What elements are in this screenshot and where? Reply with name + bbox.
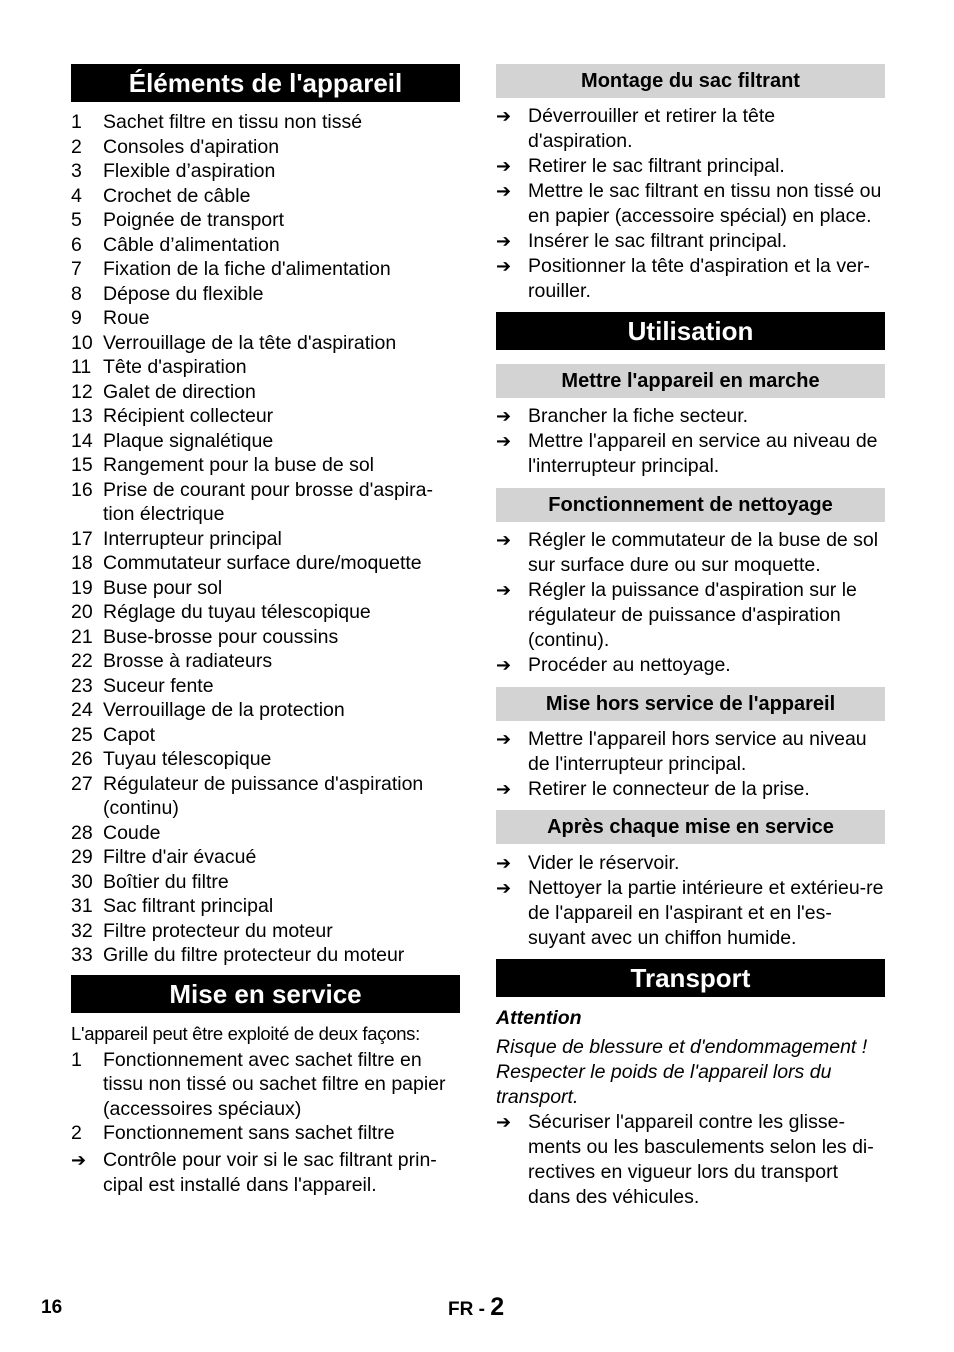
list-item <box>71 943 460 968</box>
bullet-text: Retirer le connecteur de la prise. <box>528 778 810 800</box>
list-item <box>71 772 460 821</box>
list-item <box>71 110 460 135</box>
bullet-text: Régler la puissance d'aspiration sur le régulateur de puissance d'aspiration (continu). <box>528 579 857 651</box>
list-item-number: 28 <box>71 821 93 844</box>
list-item-number: 15 <box>71 454 93 476</box>
list-item-text: Fonctionnement sans sachet filtre <box>103 1122 395 1144</box>
bullet-text: Mettre l'appareil hors service au niveau de l'interrupteur principal. <box>528 728 867 775</box>
list-item <box>71 159 460 184</box>
arrow-right-icon: ➔ <box>496 580 512 600</box>
arrow-right-icon: ➔ <box>496 231 512 251</box>
list-item-number: 29 <box>71 846 93 868</box>
bullet-text: Régler le commutateur de la buse de sol sur surface dure ou sur moquette. <box>528 529 879 576</box>
list-item-number: 7 <box>71 258 82 280</box>
list-item-text: Poignée de transport <box>103 209 285 231</box>
arrow-right-icon: ➔ <box>496 406 512 426</box>
arrow-right-icon: ➔ <box>496 729 512 749</box>
list-item-number: 4 <box>71 184 82 207</box>
section-title-utilisation: Utilisation <box>496 312 885 350</box>
subsection-title-marche: Mettre l'appareil en marche <box>496 364 885 398</box>
bullet-item <box>496 876 885 951</box>
list-item-text: Rangement pour la buse de sol <box>103 454 375 476</box>
list-item <box>71 674 460 699</box>
mise-en-service-bullets <box>71 1148 460 1198</box>
bullet-text: Brancher la fiche secteur. <box>528 405 749 427</box>
list-item <box>71 698 460 723</box>
attention-label: Attention <box>496 1007 582 1029</box>
arrow-right-icon: ➔ <box>496 256 512 276</box>
arrow-right-icon: ➔ <box>496 431 512 451</box>
list-item-number: 33 <box>71 944 93 966</box>
list-item-text: Dépose du flexible <box>103 282 264 305</box>
list-item-number: 22 <box>71 650 93 672</box>
list-item <box>71 429 460 454</box>
list-item-text: Récipient collecteur <box>103 405 274 427</box>
subsection-title-nettoyage: Fonctionnement de nettoyage <box>496 488 885 522</box>
list-item-text: Verrouillage de la tête d'aspiration <box>103 331 397 354</box>
arrow-right-icon: ➔ <box>71 1149 87 1170</box>
list-item-text: Prise de courant pour brosse d'aspira-tion électrique <box>103 478 433 525</box>
list-item-number: 30 <box>71 870 93 893</box>
bullet-item <box>496 653 885 678</box>
list-item-number: 3 <box>71 160 82 182</box>
bullet-text: Sécuriser l'appareil contre les glisse-ments ou les basculements selon les di-rectives en vigueur lors du transport dans des véhicules. <box>528 1111 874 1208</box>
arrow-right-icon: ➔ <box>496 106 512 126</box>
list-item <box>71 551 460 576</box>
left-column <box>71 64 460 1198</box>
list-item <box>71 478 460 527</box>
list-item <box>71 747 460 772</box>
list-item <box>71 1121 460 1146</box>
list-item-number: 32 <box>71 919 93 942</box>
list-item-number: 5 <box>71 209 82 231</box>
list-item-number: 21 <box>71 625 93 648</box>
list-item-text: Tête d'aspiration <box>103 356 247 378</box>
bullet-text: Procéder au nettoyage. <box>528 654 731 676</box>
footer-section-number: 2 <box>490 1293 505 1321</box>
subsection-title-montage: Montage du sac filtrant <box>496 64 885 98</box>
subsection-title-hors-service: Mise hors service de l'appareil <box>496 687 885 721</box>
list-item-number: 20 <box>71 601 93 623</box>
elements-list <box>71 110 460 968</box>
bullet-item <box>496 851 885 876</box>
list-item-text: Roue <box>103 307 150 329</box>
footer-separator: - <box>478 1299 485 1320</box>
apres-bullets <box>496 851 885 951</box>
marche-bullets <box>496 404 885 479</box>
list-item-text: Suceur fente <box>103 674 214 697</box>
list-item <box>71 184 460 209</box>
list-item <box>71 870 460 895</box>
list-item-text: Câble d’alimentation <box>103 233 280 256</box>
bullet-text: Contrôle pour voir si le sac filtrant prin-cipal est installé dans l'appareil. <box>103 1148 437 1196</box>
arrow-right-icon: ➔ <box>496 181 512 201</box>
bullet-text: Nettoyer la partie intérieure et extérieu-re de l'appareil en l'aspirant et en l'es-suyant avec un chiffon humide. <box>528 877 884 949</box>
list-item-number: 9 <box>71 307 82 329</box>
list-item-text: Brosse à radiateurs <box>103 650 273 672</box>
list-item-text: Consoles d'apiration <box>103 135 280 158</box>
list-item-number: 10 <box>71 331 93 354</box>
list-item-number: 25 <box>71 723 93 746</box>
bullet-item <box>496 1110 885 1210</box>
list-item-number: 31 <box>71 895 93 917</box>
arrow-right-icon: ➔ <box>496 853 512 873</box>
list-item-text: Fonctionnement avec sachet filtre en tissu non tissé ou sachet filtre en papier (accessoires spéciaux) <box>103 1048 446 1120</box>
list-item <box>71 723 460 748</box>
list-item <box>71 380 460 405</box>
arrow-right-icon: ➔ <box>496 878 512 898</box>
list-item-text: Verrouillage de la protection <box>103 699 345 721</box>
bullet-item <box>496 154 885 179</box>
bullet-item <box>496 429 885 479</box>
arrow-right-icon: ➔ <box>496 530 512 550</box>
list-item-text: Commutateur surface dure/moquette <box>103 552 422 574</box>
list-item <box>71 257 460 282</box>
list-item-number: 23 <box>71 674 93 697</box>
bullet-text: Retirer le sac filtrant principal. <box>528 155 785 177</box>
bullet-item <box>496 777 885 802</box>
list-item-text: Régulateur de puissance d'aspiration (continu) <box>103 772 424 819</box>
bullet-item <box>496 528 885 578</box>
list-item <box>71 894 460 919</box>
list-item-number: 2 <box>71 1122 82 1144</box>
list-item-text: Réglage du tuyau télescopique <box>103 601 371 623</box>
list-item <box>71 453 460 478</box>
section-title-transport: Transport <box>496 959 885 997</box>
bullet-item <box>496 179 885 229</box>
bullet-text: Mettre l'appareil en service au niveau de l'interrupteur principal. <box>528 430 878 477</box>
list-item-text: Capot <box>103 723 156 746</box>
list-item-text: Buse pour sol <box>103 576 223 599</box>
arrow-right-icon: ➔ <box>496 655 512 675</box>
section-title-elements: Éléments de l'appareil <box>71 64 460 102</box>
list-item <box>71 208 460 233</box>
bullet-item <box>496 727 885 777</box>
list-item-number: 6 <box>71 233 82 256</box>
list-item <box>71 233 460 258</box>
bullet-text: Déverrouiller et retirer la tête d'aspiration. <box>528 105 776 152</box>
bullet-text: Positionner la tête d'aspiration et la ver-rouiller. <box>528 255 870 302</box>
bullet-text: Insérer le sac filtrant principal. <box>528 230 788 252</box>
list-item-text: Crochet de câble <box>103 184 251 207</box>
footer-lang: FR <box>448 1299 474 1320</box>
list-item-number: 1 <box>71 111 82 133</box>
bullet-item <box>496 254 885 304</box>
list-item-number: 19 <box>71 576 93 599</box>
list-item-text: Fixation de la fiche d'alimentation <box>103 258 391 280</box>
list-item <box>71 576 460 601</box>
page-number: 16 <box>41 1297 63 1318</box>
list-item <box>71 527 460 552</box>
list-item <box>71 821 460 846</box>
subsection-title-apres: Après chaque mise en service <box>496 810 885 844</box>
list-item <box>71 1048 460 1122</box>
hors-service-bullets <box>496 727 885 802</box>
list-item-number: 11 <box>71 356 92 378</box>
montage-bullets <box>496 104 885 304</box>
list-item <box>71 331 460 356</box>
list-item <box>71 306 460 331</box>
list-item-text: Coude <box>103 821 161 844</box>
list-item-number: 13 <box>71 405 93 427</box>
section-title-mise-en-service: Mise en service <box>71 975 460 1013</box>
list-item-number: 14 <box>71 429 93 452</box>
list-item-text: Sac filtrant principal <box>103 895 274 917</box>
bullet-item <box>71 1148 460 1198</box>
list-item-text: Tuyau télescopique <box>103 748 272 770</box>
transport-bullets <box>496 1110 885 1210</box>
list-item-text: Boîtier du filtre <box>103 870 229 893</box>
bullet-item <box>496 404 885 429</box>
list-item-text: Grille du filtre protecteur du moteur <box>103 944 405 966</box>
list-item-number: 17 <box>71 527 93 550</box>
list-item-text: Interrupteur principal <box>103 527 282 550</box>
list-item <box>71 404 460 429</box>
list-item-number: 16 <box>71 478 93 501</box>
mise-en-service-intro: L'appareil peut être exploité de deux façons: <box>71 1022 420 1044</box>
nettoyage-bullets <box>496 528 885 678</box>
list-item-number: 12 <box>71 380 93 403</box>
list-item-text: Sachet filtre en tissu non tissé <box>103 111 363 133</box>
bullet-text: Vider le réservoir. <box>528 852 680 874</box>
list-item <box>71 625 460 650</box>
right-column <box>496 64 885 1210</box>
footer-section-label <box>448 1293 504 1322</box>
bullet-text: Mettre le sac filtrant en tissu non tissé ou en papier (accessoire spécial) en place. <box>528 180 882 227</box>
list-item-number: 8 <box>71 282 82 305</box>
list-item-number: 2 <box>71 135 82 158</box>
bullet-item <box>496 229 885 254</box>
list-item-number: 1 <box>71 1048 82 1071</box>
bullet-item <box>496 104 885 154</box>
list-item <box>71 649 460 674</box>
list-item <box>71 919 460 944</box>
list-item-number: 26 <box>71 748 93 770</box>
list-item-number: 18 <box>71 552 93 574</box>
mise-en-service-list <box>71 1048 460 1146</box>
arrow-right-icon: ➔ <box>496 1112 512 1132</box>
list-item-text: Buse-brosse pour coussins <box>103 625 339 648</box>
list-item-text: Filtre d'air évacué <box>103 846 257 868</box>
list-item-text: Filtre protecteur du moteur <box>103 919 333 942</box>
list-item-text: Galet de direction <box>103 380 256 403</box>
attention-text: Risque de blessure et d'endommagement ! Respecter le poids de l'appareil lors du transport. <box>496 1036 868 1108</box>
list-item-number: 24 <box>71 699 93 721</box>
list-item <box>71 845 460 870</box>
list-item-text: Flexible d’aspiration <box>103 160 276 182</box>
list-item <box>71 282 460 307</box>
bullet-item <box>496 578 885 653</box>
arrow-right-icon: ➔ <box>496 156 512 176</box>
list-item-number: 27 <box>71 772 93 795</box>
arrow-right-icon: ➔ <box>496 779 512 799</box>
list-item <box>71 600 460 625</box>
list-item <box>71 135 460 160</box>
list-item-text: Plaque signalétique <box>103 429 274 452</box>
list-item <box>71 355 460 380</box>
